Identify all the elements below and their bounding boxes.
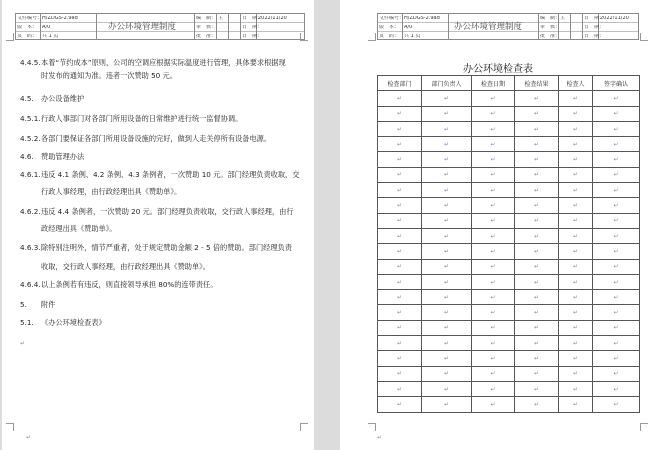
table-cell[interactable]: ↵ [378,244,422,259]
page-header-table [15,13,305,40]
date-value: 2022/11/20 [600,16,629,21]
table-cell[interactable]: ↵ [378,320,422,335]
table-cell[interactable]: ↵ [593,183,640,198]
table-cell[interactable]: ↵ [593,198,640,213]
table-cell[interactable]: ↵ [593,397,640,412]
table-cell[interactable]: ↵ [422,290,472,305]
paragraph-mark: ↵ [26,434,32,441]
table-row [378,290,640,305]
column-header: 检查日期 [472,76,515,91]
table-cell[interactable]: ↵ [593,106,640,121]
table-cell[interactable]: ↵ [378,213,422,228]
table-cell[interactable]: ↵ [472,259,515,274]
table-cell[interactable]: ↵ [472,106,515,121]
table-cell[interactable]: ↵ [378,305,422,320]
paragraph-line: 各部门要保证各部门所用设备设施的完好，做到人走关停所有设备电源。 [41,134,272,143]
table-cell[interactable]: ↵ [593,381,640,396]
table-cell[interactable]: ↵ [422,305,472,320]
header-mark: 主 [560,16,566,21]
table-cell[interactable]: ↵ [559,366,593,381]
table-cell[interactable]: ↵ [515,152,559,167]
date-label: 日 期： [242,16,263,21]
table-title: 办公环境检查表 [463,64,533,75]
table-row [378,198,640,213]
section-heading: 附件 [41,300,56,309]
table-cell[interactable]: ↵ [378,152,422,167]
table-row [378,213,640,228]
table-cell[interactable]: ↵ [422,320,472,335]
table-cell[interactable]: ↵ [422,152,472,167]
table-cell[interactable]: ↵ [378,183,422,198]
table-cell[interactable]: ↵ [515,381,559,396]
empty-paragraph [20,338,300,349]
section-heading: 办公设备维护 [41,94,85,103]
date-label-3: 日 期： [584,34,605,39]
table-cell[interactable]: ↵ [378,397,422,412]
paragraph-line: 行政人事经理，由行政经理出具《赞助单》。 [41,187,182,196]
table-cell[interactable]: ↵ [559,351,593,366]
table-row [378,274,640,289]
table-cell[interactable]: ↵ [422,381,472,396]
section-heading: 赞助管理办法 [41,152,85,161]
paragraph-line: 以上条例若有违反，则直接领导承担 80%的连带责任。 [41,280,218,289]
table-cell[interactable]: ↵ [378,351,422,366]
document-page-left [2,0,314,450]
paragraph-line: 违反 4.4 条例者，一次赞助 20 元。部门经理负责收取，交行政人事经理，由行 [41,207,294,216]
table-cell[interactable]: ↵ [559,259,593,274]
table-cell[interactable]: ↵ [472,274,515,289]
table-cell[interactable]: ↵ [515,351,559,366]
column-header: 检查结果 [515,76,559,91]
table-cell[interactable]: ↵ [472,397,515,412]
table-cell[interactable]: ↵ [472,137,515,152]
table-cell[interactable]: ↵ [593,228,640,243]
paragraph-number: 4.5.1. [20,114,41,123]
crop-mark [368,33,376,41]
table-cell[interactable]: ↵ [472,244,515,259]
doc-no-label: 文件编号： [379,16,405,21]
table-cell[interactable]: ↵ [593,336,640,351]
table-cell[interactable]: ↵ [515,320,559,335]
version-label: 版 本： [17,25,38,30]
table-cell[interactable]: ↵ [559,91,593,106]
table-row [378,121,640,136]
column-header: 检查部门 [378,76,422,91]
table-cell[interactable]: ↵ [515,274,559,289]
table-cell[interactable]: ↵ [378,137,422,152]
paragraph-line: 违反 4.1 条例、4.2 条例、4.3 条例者，一次赞助 10 元。部门经理负责收取，交 [41,170,300,179]
table-row [378,351,640,366]
paragraph-line: 政经理出具《赞助单》。 [41,224,117,233]
table-cell[interactable]: ↵ [515,397,559,412]
table-cell[interactable]: ↵ [472,91,515,106]
table-row [378,167,640,182]
table-row [378,320,640,335]
table-cell[interactable]: ↵ [593,213,640,228]
table-row [378,137,640,152]
table-cell[interactable]: ↵ [515,290,559,305]
paragraph-number: 4.6.4. [20,280,41,289]
table-row [378,305,640,320]
table-cell[interactable]: ↵ [422,244,472,259]
approved-label: 批 准： [540,34,561,39]
paragraph-line: 本着“节约成本”原则，公司的空调应根据实际温度进行管理，具体要求根据现 [41,58,286,67]
paragraph-number: 5.1. [20,318,34,327]
table-cell[interactable]: ↵ [378,198,422,213]
table-cell[interactable]: ↵ [559,290,593,305]
paragraph-line: 收取，交行政人事经理，由行政经理出具《赞助单》。 [41,262,210,271]
table-cell[interactable]: ↵ [472,351,515,366]
table-cell[interactable]: ↵ [559,198,593,213]
table-cell[interactable]: ↵ [422,259,472,274]
table-cell[interactable]: ↵ [559,381,593,396]
table-cell[interactable]: ↵ [378,106,422,121]
table-cell[interactable]: ↵ [422,336,472,351]
table-cell[interactable]: ↵ [515,137,559,152]
paragraph-number: 4.4.5. [20,58,41,67]
table-cell[interactable]: ↵ [559,228,593,243]
paragraph-number: 4.5.2. [20,134,41,143]
table-cell[interactable]: ↵ [472,366,515,381]
reviewed-label: 审 核： [540,25,561,30]
table-cell[interactable]: ↵ [422,213,472,228]
table-cell[interactable]: ↵ [422,351,472,366]
table-cell[interactable]: ↵ [472,121,515,136]
table-cell[interactable]: ↵ [378,228,422,243]
crop-mark [640,33,648,41]
table-cell[interactable]: ↵ [378,336,422,351]
table-cell[interactable]: ↵ [472,336,515,351]
table-cell[interactable]: ↵ [559,397,593,412]
page-label: 页 码： [17,34,38,39]
table-row [378,259,640,274]
column-header: 签字确认 [593,76,640,91]
table-cell[interactable]: ↵ [515,366,559,381]
paragraph-number: 4.6.1. [20,170,41,179]
table-cell[interactable]: ↵ [593,121,640,136]
table-cell[interactable]: ↵ [559,183,593,198]
table-cell[interactable]: ↵ [422,198,472,213]
table-header-row [378,76,640,91]
doc-no-value: H/ZDGS-2.9ad [42,16,78,21]
paragraph-number: 5. [20,300,27,309]
table-cell[interactable]: ↵ [593,137,640,152]
column-header: 检查人 [559,76,593,91]
table-cell[interactable]: ↵ [515,183,559,198]
table-cell[interactable]: ↵ [378,259,422,274]
table-row [378,336,640,351]
table-cell[interactable]: ↵ [422,91,472,106]
table-cell[interactable]: ↵ [472,183,515,198]
page-label: 页 码： [379,34,400,39]
table-cell[interactable]: ↵ [559,106,593,121]
table-cell[interactable]: ↵ [472,320,515,335]
table-cell[interactable]: ↵ [593,366,640,381]
crop-mark [6,33,14,41]
table-cell[interactable]: ↵ [593,351,640,366]
date-label: 日 期： [584,16,605,21]
table-cell[interactable]: ↵ [559,305,593,320]
paragraph-mark: ↵ [377,434,383,441]
document-header-title: 办公环境管理制度 [108,22,177,32]
table-row [378,91,640,106]
table-cell[interactable]: ↵ [515,244,559,259]
table-cell[interactable]: ↵ [378,290,422,305]
table-cell[interactable]: ↵ [559,320,593,335]
table-cell[interactable]: ↵ [515,305,559,320]
table-cell[interactable]: ↵ [515,336,559,351]
date-value: 2022/11/20 [258,16,287,21]
table-cell[interactable]: ↵ [422,366,472,381]
table-cell[interactable]: ↵ [472,228,515,243]
date-label-2: 日 期： [242,25,263,30]
paragraph-number: 4.6.3. [20,243,41,252]
crop-mark [6,423,14,431]
page-count: 共 1 页 [42,34,59,39]
table-cell[interactable]: ↵ [472,290,515,305]
table-row [378,228,640,243]
reviewed-label: 审 核： [196,25,217,30]
table-cell[interactable]: ↵ [559,121,593,136]
table-cell[interactable]: ↵ [422,228,472,243]
table-cell[interactable]: ↵ [559,213,593,228]
table-cell[interactable]: ↵ [378,274,422,289]
table-cell[interactable]: ↵ [593,91,640,106]
table-cell[interactable]: ↵ [515,198,559,213]
table-cell[interactable]: ↵ [422,137,472,152]
table-cell[interactable]: ↵ [378,167,422,182]
paragraph-line: 时发布的通知为准。违者一次赞助 50 元。 [41,71,177,80]
table-row [378,106,640,121]
page-count: 共 1 页 [404,34,421,39]
paragraph-number: 4.6.2. [20,207,41,216]
table-row [378,183,640,198]
table-row [378,152,640,167]
table-cell[interactable]: ↵ [559,336,593,351]
version-value: A/0 [42,25,51,30]
crop-mark [640,423,648,431]
paragraph-line: 除特别注明外，情节严重者，处于规定赞助金额 2 - 5 倍的赞助。部门经理负责 [41,243,292,252]
prepared-label: 编 制： [196,16,217,21]
table-cell[interactable]: ↵ [593,259,640,274]
table-cell[interactable]: ↵ [593,152,640,167]
inspection-table [377,75,640,413]
table-row [378,366,640,381]
table-cell[interactable]: ↵ [472,381,515,396]
table-row [378,381,640,396]
table-cell[interactable]: ↵ [515,167,559,182]
table-cell[interactable]: ↵ [593,320,640,335]
table-cell[interactable]: ↵ [559,274,593,289]
table-cell[interactable]: ↵ [515,228,559,243]
table-cell[interactable]: ↵ [559,244,593,259]
table-row [378,244,640,259]
table-cell[interactable]: ↵ [422,106,472,121]
table-cell[interactable]: ↵ [593,244,640,259]
crop-mark [300,423,308,431]
doc-no-label: 文件编号： [17,16,43,21]
table-cell[interactable]: ↵ [593,274,640,289]
table-cell[interactable]: ↵ [422,121,472,136]
paragraph-number: 4.6. [20,152,34,161]
document-page-right [340,0,656,450]
table-cell[interactable]: ↵ [378,121,422,136]
date-label-3: 日 期： [242,34,263,39]
document-header-title: 办公环境管理制度 [454,22,523,32]
table-cell[interactable]: ↵ [559,152,593,167]
table-row [378,397,640,412]
table-cell[interactable]: ↵ [378,91,422,106]
table-cell[interactable]: ↵ [472,152,515,167]
version-label: 版 本： [379,25,400,30]
table-cell[interactable]: ↵ [422,183,472,198]
table-cell[interactable]: ↵ [515,213,559,228]
page-header-table [377,13,639,40]
table-cell[interactable]: ↵ [515,121,559,136]
date-label-2: 日 期： [584,25,605,30]
paragraph-line: 《办公环境检查表》 [41,318,106,327]
header-mark: 主 [218,16,224,21]
table-cell[interactable]: ↵ [472,305,515,320]
doc-no-value: H/ZDGS-2.9ad [404,16,440,21]
table-cell[interactable]: ↵ [593,167,640,182]
version-value: A/0 [404,25,413,30]
table-cell[interactable]: ↵ [515,91,559,106]
table-cell[interactable]: ↵ [515,106,559,121]
table-cell[interactable]: ↵ [559,167,593,182]
table-cell[interactable]: ↵ [593,290,640,305]
crop-mark [368,423,376,431]
table-cell[interactable]: ↵ [472,167,515,182]
paragraph-mark: ↵ [20,340,26,347]
table-cell[interactable]: ↵ [378,381,422,396]
table-cell[interactable]: ↵ [472,198,515,213]
table-cell[interactable]: ↵ [422,167,472,182]
table-cell[interactable]: ↵ [515,259,559,274]
approved-label: 批 准： [196,34,217,39]
table-cell[interactable]: ↵ [593,305,640,320]
table-cell[interactable]: ↵ [422,274,472,289]
table-cell[interactable]: ↵ [559,137,593,152]
paragraph-number: 4.5. [20,94,34,103]
column-header: 部门负责人 [422,76,472,91]
table-cell[interactable]: ↵ [378,366,422,381]
table-cell[interactable]: ↵ [472,213,515,228]
paragraph-line: 行政人事部门对各部门所用设备的日常维护进行统一监督协调。 [41,114,243,123]
table-body [378,91,640,412]
prepared-label: 编 制： [540,16,561,21]
table-cell[interactable]: ↵ [422,397,472,412]
